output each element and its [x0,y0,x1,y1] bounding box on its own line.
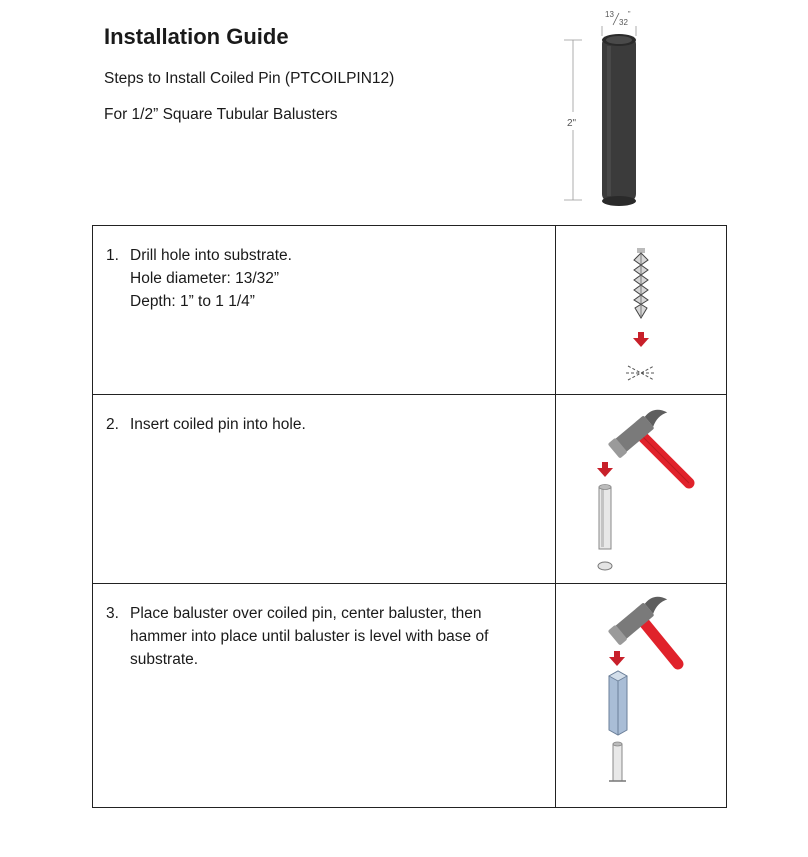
step-text-line: Hole diameter: 13/32” [130,270,280,287]
coiled-pin-dimension-figure [560,4,660,210]
drill-illustration [556,226,726,394]
subtitle: Steps to Install Coiled Pin (PTCOILPIN12) [104,70,395,87]
baluster-note: For 1/2” Square Tubular Balusters [104,106,338,123]
down-arrow-icon [633,332,649,347]
coiled-pin-icon [609,742,626,781]
drill-bit-icon [634,248,648,318]
step-number: 2. [106,416,119,433]
step-text-line: Insert coiled pin into hole. [130,416,306,433]
step-row-1 [93,226,727,395]
diameter-denominator: 32 [619,18,628,27]
step-text-line: Depth: 1” to 1 1/4” [130,293,255,310]
hole-target-icon [626,366,656,380]
hammer-icon [608,402,689,483]
step-text-line: hammer into place until baluster is level with base of [130,628,489,645]
diameter-unit: " [628,11,631,18]
down-arrow-icon [597,462,613,477]
step-1 [93,226,555,313]
diameter-numerator: 13 [605,10,614,19]
place-baluster-illustration [556,584,726,807]
insert-pin-illustration [556,395,726,583]
step-row-3 [93,584,727,808]
step-row-2 [93,395,727,584]
step-2 [93,395,555,436]
step-text-line: Drill hole into substrate. [130,247,292,264]
step-number: 3. [106,605,119,622]
step-3 [93,584,555,671]
baluster-icon [609,671,627,735]
step-text-line: Place baluster over coiled pin, center baluster, then [130,605,482,622]
length-label: 2" [567,118,577,129]
step-number: 1. [106,247,119,264]
diameter-label [605,10,631,27]
steps-table [92,225,727,808]
down-arrow-icon [609,651,625,666]
page-title: Installation Guide [104,24,289,49]
coiled-pin-icon [599,485,611,550]
hole-icon [598,562,612,570]
coiled-pin-icon [602,34,636,206]
step-text-line: substrate. [130,651,199,668]
